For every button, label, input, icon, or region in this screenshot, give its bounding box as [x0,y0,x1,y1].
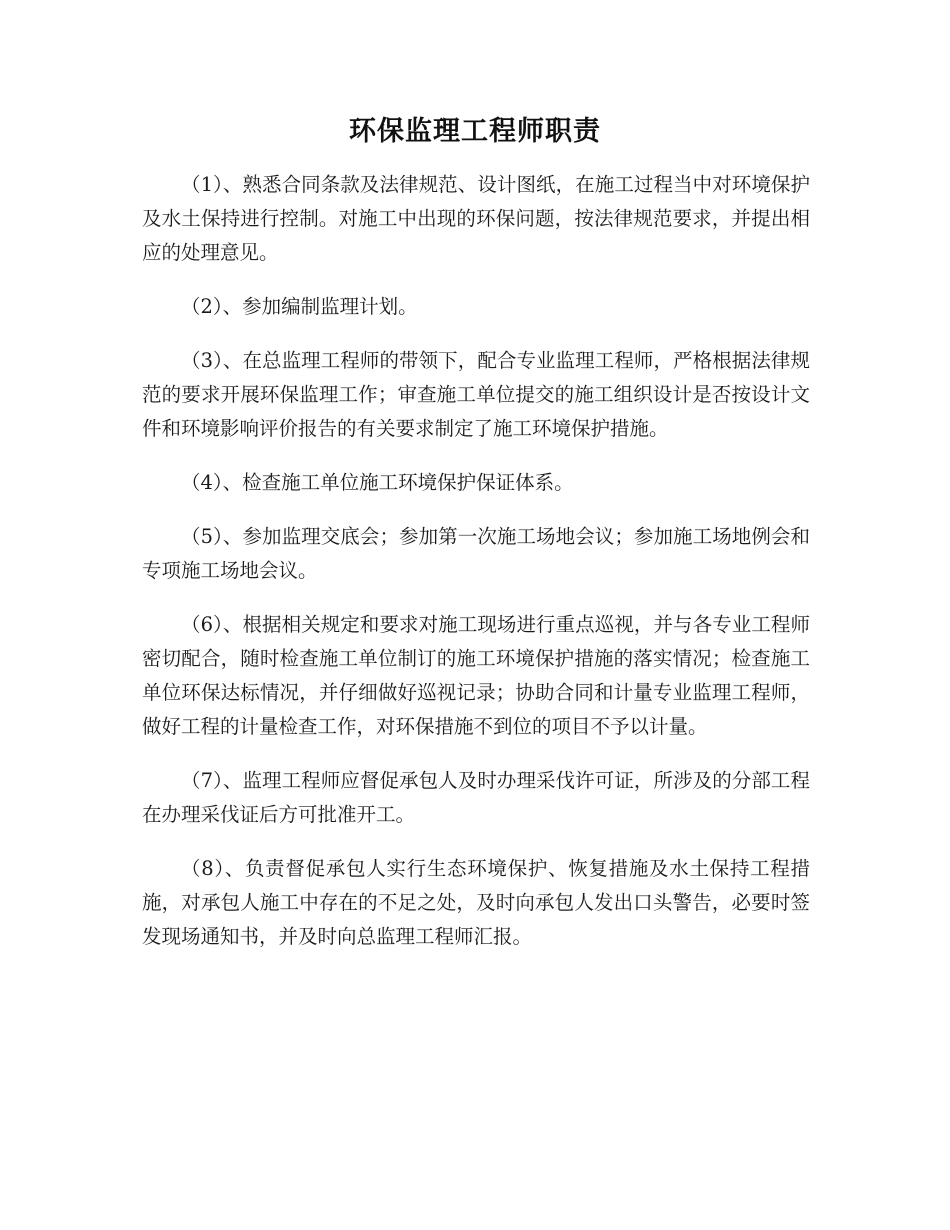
document-title: 环保监理工程师职责 [349,116,601,147]
paragraph-7: （7）、监理工程师应督促承包人及时办理采伐许可证，所涉及的分部工程在办理采伐证后方可批准开工。 [142,769,810,826]
paragraph-1: （1）、熟悉合同条款及法律规范、设计图纸，在施工过程当中对环境保护及水土保持进行控制。对施工中出现的环保问题，按法律规范要求，并提出相应的处理意见。 [142,173,810,264]
document-body [142,168,810,974]
paragraph-3: （3）、在总监理工程师的带领下，配合专业监理工程师，严格根据法律规范的要求开展环保监理工作；审查施工单位提交的施工组织设计是否按设计文件和环境影响评价报告的有关要求制定了施工环境保护措施。 [142,349,810,440]
paragraph-8: （8）、负责督促承包人实行生态环境保护、恢复措施及水土保持工程措施，对承包人施工中存在的不足之处，及时向承包人发出口头警告，必要时签发现场通知书，并及时向总监理工程师汇报。 [142,857,810,948]
paragraph-2: （2）、参加编制监理计划。 [181,295,418,318]
paragraph-6: （6）、根据相关规定和要求对施工现场进行重点巡视，并与各专业工程师密切配合，随时检查施工单位制订的施工环境保护措施的落实情况；检查施工单位环保达标情况，并仔细做好巡视记录；协助合同和计量专业监理工程师，做好工程的计量检查工作，对环保措施不到位的项目不予以计量。 [142,613,810,738]
paragraph-4: （4）、检查施工单位施工环境保护保证体系。 [181,471,574,494]
paragraph-5: （5）、参加监理交底会；参加第一次施工场地会议；参加施工场地例会和专项施工场地会议。 [142,525,810,582]
